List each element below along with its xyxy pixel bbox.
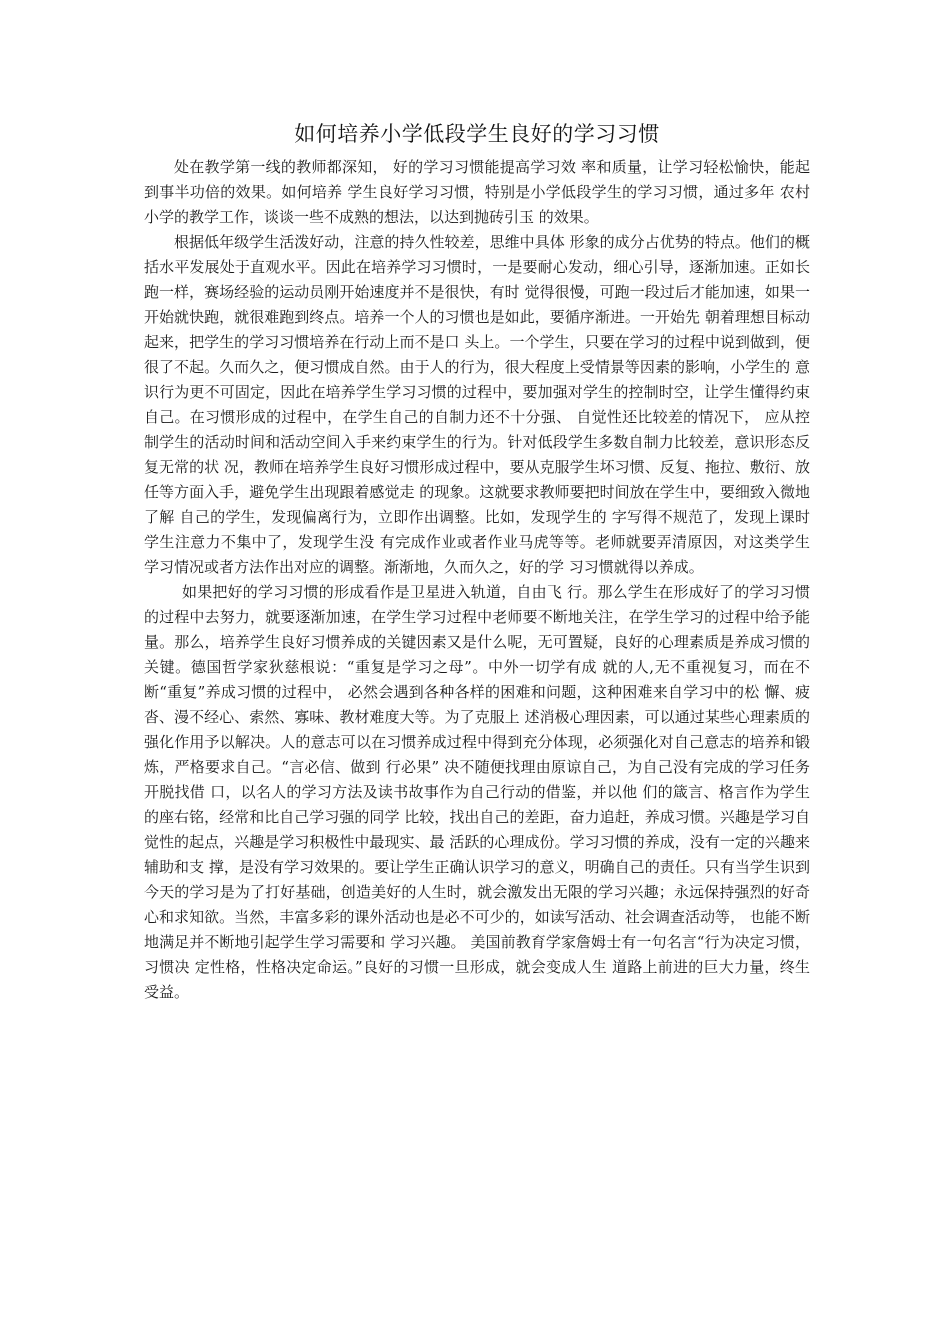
document-title: 如何培养小学低段学生良好的学习习惯 [294, 122, 660, 146]
paragraph-intro: 处在教学第一线的教师都深知， 好的学习习惯能提高学习效 率和质量，让学习轻松愉快，能起到事半功倍的效果。如何培养 学生良好学习习惯，特别是小学低段学生的学习习惯，通过多年 农村小学的教学工作，谈谈一些不成熟的想法，以达到抛砖引玉 的效果。 [144, 158, 810, 226]
paragraph-habit-formation: 根据低年级学生活泼好动，注意的持久性较差，思维中具体 形象的成分占优势的特点。他们的概括水平发展处于直观水平。因此在培养学习习惯时，一是要耐心发动，细心引导，逐渐加速。正如长跑一样，赛场经验的运动员刚开始速度并不是很快，有时 觉得很慢，可跑一段过后才能加速，如果一开始就快跑，就很难跑到终点。培养一个人的习惯也是如此，要循序渐进。一开始先 朝着理想目标动起来，把学生的学习习惯培养在行动上而不是口 头上。一个学生，只要在学习的过程中说到做到，便很了不起。久而久之，便习惯成自然。由于人的行为，很大程度上受情景等因素的影响，小学生的 意识行为更不可固定，因此在培养学生学习习惯的过程中，要加强对学生的控制时空，让学生懂得约束自己。在习惯形成的过程中，在学生自己的自制力还不十分强、 自觉性还比较差的情况下， 应从控制学生的活动时间和活动空间入手来约束学生的行为。针对低段学生多数自制力比较差，意识形态反复无常的状 况，教师在培养学生良好习惯形成过程中，要从克服学生坏习惯、反复、拖拉、敷衍、放任等方面入手，避免学生出现跟着感觉走 的现象。这就要求教师要把时间放在学生中，要细致入微地了解 自己的学生，发现偏离行为，立即作出调整。比如，发现学生的 字写得不规范了，发现上课时学生注意力不集中了，发现学生没 有完成作业或者作业马虎等等。老师就要弄清原因，对这类学生 学习情况或者方法作出对应的调整。渐渐地，久而久之，好的学 习习惯就得以养成。 [144, 233, 810, 576]
document-page [144, 117, 810, 1005]
paragraph-psychology-interest: 如果把好的学习习惯的形成看作是卫星进入轨道，自由飞 行。那么学生在形成好了的学习习惯的过程中去努力，就要逐渐加速，在学生学习过程中老师要不断地关注，在学生学习的过程中给予能量。那么，培养学生良好习惯养成的关键因素又是什么呢，无可置疑，良好的心理素质是养成习惯的关键。德国哲学家狄慈根说：“重复是学习之母”。中外一切学有成 就的人,无不重视复习，而在不断“重复”养成习惯的过程中， 必然会遇到各种各样的困难和问题，这种困难来自学习中的松 懈、疲沓、漫不经心、索然、寡味、教材难度大等。为了克服上 述消极心理因素，可以通过某些心理素质的强化作用予以解决。人的意志可以在习惯养成过程中得到充分体现，必须强化对自己意志的培养和锻炼，严格要求自己。“言必信、做到 行必果” 决不随便找理由原谅自己，为自己没有完成的学习任务开脱找借 口，以名人的学习方法及读书故事作为自己行动的借鉴，并以他 们的箴言、格言作为学生的座右铭，经常和比自己学习强的同学 比较，找出自己的差距，奋力追赶，养成习惯。兴趣是学习自觉性的起点，兴趣是学习积极性中最现实、最 活跃的心理成份。学习习惯的养成，没有一定的兴趣来辅助和支 撑，是没有学习效果的。要让学生正确认识学习的意义，明确自己的责任。只有当学生识到今天的学习是为了打好基础，创造美好的人生时，就会激发出无限的学习兴趣；永远保持强烈的好奇 心和求知欲。当然，丰富多彩的课外活动也是必不可少的，如读写活动、社会调查活动等， 也能不断地满足并不断地引起学生学习需要和 学习兴趣。 美国前教育学家詹姆士有一句名言“行为决定习惯，习惯决 定性格，性格决定命运。”良好的习惯一旦形成，就会变成人生 道路上前进的巨大力量，终生受益。 [144, 583, 810, 1001]
